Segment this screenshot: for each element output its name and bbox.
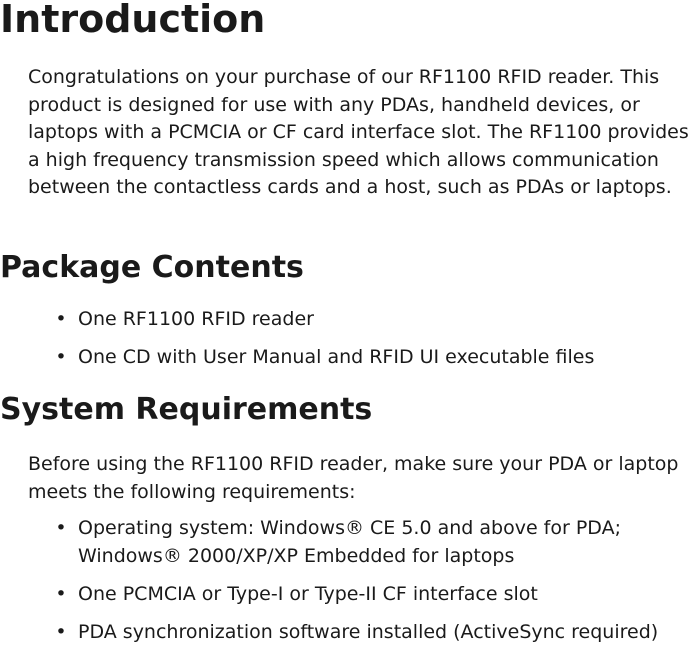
system-requirements-list [0,515,689,657]
list-item [0,515,689,570]
package-contents-list [0,306,661,382]
introduction-heading: Introduction [0,0,266,41]
list-item [0,581,689,609]
package-contents-heading: Package Contents [0,250,304,285]
system-requirements-paragraph: Before using the RF1100 RFID reader, make sure your PDA or laptop meets the following requirements: [28,453,679,503]
requirement-item-text: Operating system: Windows® CE 5.0 and above for PDA; Windows® 2000/XP/XP Embedded for laptops [78,517,621,567]
bullet-icon: • [55,582,67,605]
package-item-text: One RF1100 RFID reader [78,308,314,330]
list-item [0,306,661,334]
bullet-icon: • [55,620,67,643]
bullet-icon: • [55,308,67,330]
package-item-text: One CD with User Manual and RFID UI executable files [78,346,595,368]
requirement-item-text: PDA synchronization software installed (ActiveSync required) [78,620,659,643]
list-item [0,619,689,647]
system-requirements-heading: System Requirements [0,392,373,427]
bullet-icon: • [55,346,67,368]
introduction-paragraph: Congratulations on your purchase of our RF1100 RFID reader. This product is designed for use with any PDAs, handheld devices, or laptops with a PCMCIA or CF card interface slot. The RF1100 provides a high frequency transmission speed which allows communication between the contactless cards and a host, such as PDAs or laptops. [28,66,689,198]
bullet-icon: • [55,517,67,539]
requirement-item-text: One PCMCIA or Type-I or Type-II CF interface slot [78,582,538,605]
list-item [0,344,661,372]
